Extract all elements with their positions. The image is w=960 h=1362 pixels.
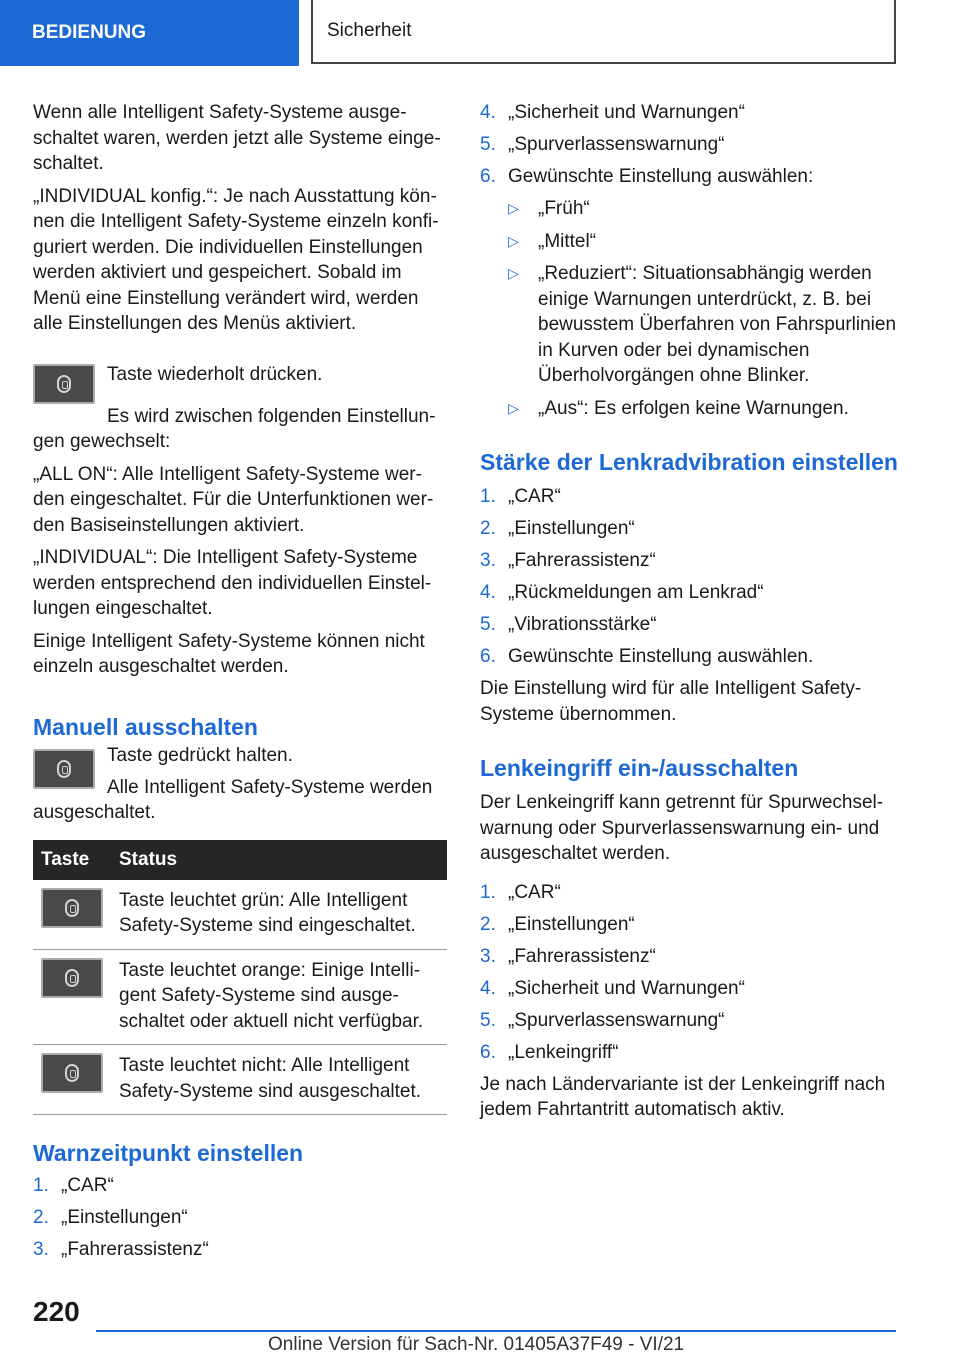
list-item: 1. „CAR“: [480, 486, 561, 507]
safety-button-icon: [33, 749, 95, 789]
warning-steps-continued: [480, 100, 900, 190]
triangle-bullet-icon: ▷: [508, 399, 519, 416]
left-column: [33, 100, 447, 1269]
list-item: 3. „Fahrerassistenz“: [480, 550, 656, 571]
page-header: [0, 0, 960, 66]
list-item: 6. Gewünschte Einstellung auswählen:: [480, 166, 814, 187]
triangle-bullet-icon: ▷: [508, 200, 519, 216]
list-item: 6. „Lenkeingriff“: [480, 1041, 619, 1063]
table-header-status: Status: [111, 840, 447, 880]
safety-button-icon: [41, 1053, 103, 1093]
paragraph: Alle Intelligent Safety-Systeme werden ausgeschaltet.: [33, 776, 433, 823]
list-item: 2. „Einstellungen“: [480, 518, 635, 539]
table-row: [33, 949, 447, 1045]
paragraph: Je nach Ländervariante ist der Lenkeingriff nach jedem Fahrtantritt automatisch aktiv.: [480, 1073, 886, 1120]
button-instruction: [33, 362, 447, 404]
list-item: 4. „Sicherheit und Warnungen“: [480, 102, 745, 123]
table-row: [33, 880, 447, 950]
list-item: 3. „Fahrerassistenz“: [33, 1239, 209, 1260]
list-item: 5. „Spurverlassenswarnung“: [480, 134, 725, 155]
safety-button-icon: [33, 364, 95, 404]
steering-steps-list: [480, 880, 900, 1066]
section-heading: Lenkeingriff ein-/ausschalten: [480, 755, 799, 781]
section-heading: Stärke der Lenkradvibration einstellen: [480, 449, 898, 475]
paragraph: „INDIVIDUAL konfig.“: Je nach Ausstattung können die Intelligent Safety-Systeme einzeln konfiguriert werden. Die individuellen Einstellungen werden aktiviert und gespeichert. Sobald im Menü eine Einstellung verändert wird, werden alle Einstellungen des Menüs aktiviert.: [33, 185, 439, 334]
list-item: 5. „Spurverlassenswarnung“: [480, 1009, 725, 1031]
options-list: [480, 196, 900, 421]
triangle-bullet-icon: ▷: [508, 265, 519, 281]
table-cell-status: Taste leuchtet orange: Einige Intelligent Safety-Systeme sind ausgeschaltet oder aktuell nicht verfügbar.: [111, 949, 447, 1045]
triangle-bullet-icon: ▷: [508, 232, 519, 249]
paragraph: Die Einstellung wird für alle Intelligent Safety-Systeme übernommen.: [480, 678, 862, 725]
list-item: 4. „Sicherheit und Warnungen“: [480, 977, 745, 999]
status-table: [33, 840, 447, 1116]
list-item: 3. „Fahrerassistenz“: [480, 945, 656, 967]
warning-steps-list: [33, 1173, 447, 1263]
footer-divider: [96, 1330, 896, 1332]
list-item: 5. „Vibrationsstärke“: [480, 614, 657, 635]
safety-button-icon: [41, 888, 103, 928]
vibration-steps-list: [480, 484, 900, 670]
paragraph: Es wird zwischen folgenden Einstellungen gewechselt:: [33, 405, 436, 452]
list-item: 6. Gewünschte Einstellung auswählen.: [480, 646, 814, 667]
list-item: ▷ „Früh“: [480, 196, 900, 222]
paragraph: „INDIVIDUAL“: Die Intelligent Safety-Systeme werden entsprechend den individuellen Einstellungen eingeschaltet.: [33, 547, 432, 619]
table-row: [33, 1045, 447, 1115]
paragraph: „ALL ON“: Alle Intelligent Safety-Systeme werden eingeschaltet. Für die Unterfunktionen werden Basiseinstellungen aktiviert.: [33, 463, 434, 536]
safety-button-icon: [41, 958, 103, 998]
page-title: Sicherheit: [311, 0, 896, 64]
table-header-key: Taste: [33, 840, 111, 880]
table-cell-status: Taste leuchtet grün: Alle Intelligent Safety-Systeme sind eingeschaltet.: [111, 880, 447, 950]
list-item: ▷ „Reduziert“: Situationsabhängig werden einige Warnungen unterdrückt, z. B. bei bewusstem Überfahren von Fahrspurlinien in Kurven oder bei dynamischen Überholvorgängen ohne Blinker.: [480, 261, 900, 389]
list-item: 1. „CAR“: [33, 1175, 114, 1196]
paragraph: Der Lenkeingriff kann getrennt für Spurwechselwarnung oder Spurverlassenswarnung ein- und ausgeschaltet werden.: [480, 792, 884, 864]
page-number: 220: [33, 1296, 80, 1327]
section-tab: BEDIENUNG: [0, 0, 299, 66]
paragraph: Wenn alle Intelligent Safety-Systeme ausgeschaltet waren, werden jetzt alle Systeme eingeschaltet.: [33, 102, 441, 174]
section-heading: Manuell ausschalten: [33, 713, 258, 740]
right-column: [480, 100, 900, 1130]
paragraph: Einige Intelligent Safety-Systeme können nicht einzeln ausgeschaltet werden.: [33, 630, 425, 677]
list-item: 1. „CAR“: [480, 881, 561, 903]
list-item: 4. „Rückmeldungen am Lenkrad“: [480, 582, 764, 603]
list-item: ▷ „Mittel“: [480, 229, 900, 255]
list-item: 2. „Einstellungen“: [480, 913, 635, 935]
footer-online-version: Online Version für Sach-Nr. 01405A37F49 - VI/21: [268, 1334, 685, 1355]
section-heading: Warnzeitpunkt einstellen: [33, 1140, 304, 1166]
table-cell-status: Taste leuchtet nicht: Alle Intelligent Safety-Systeme sind ausgeschaltet.: [111, 1045, 447, 1115]
instruction-text: Taste gedrückt halten.: [107, 744, 293, 766]
list-item: 2. „Einstellungen“: [33, 1207, 188, 1228]
list-item: ▷ „Aus“: Es erfolgen keine Warnungen.: [480, 396, 900, 422]
instruction-text: Taste wiederholt drücken.: [107, 363, 323, 385]
